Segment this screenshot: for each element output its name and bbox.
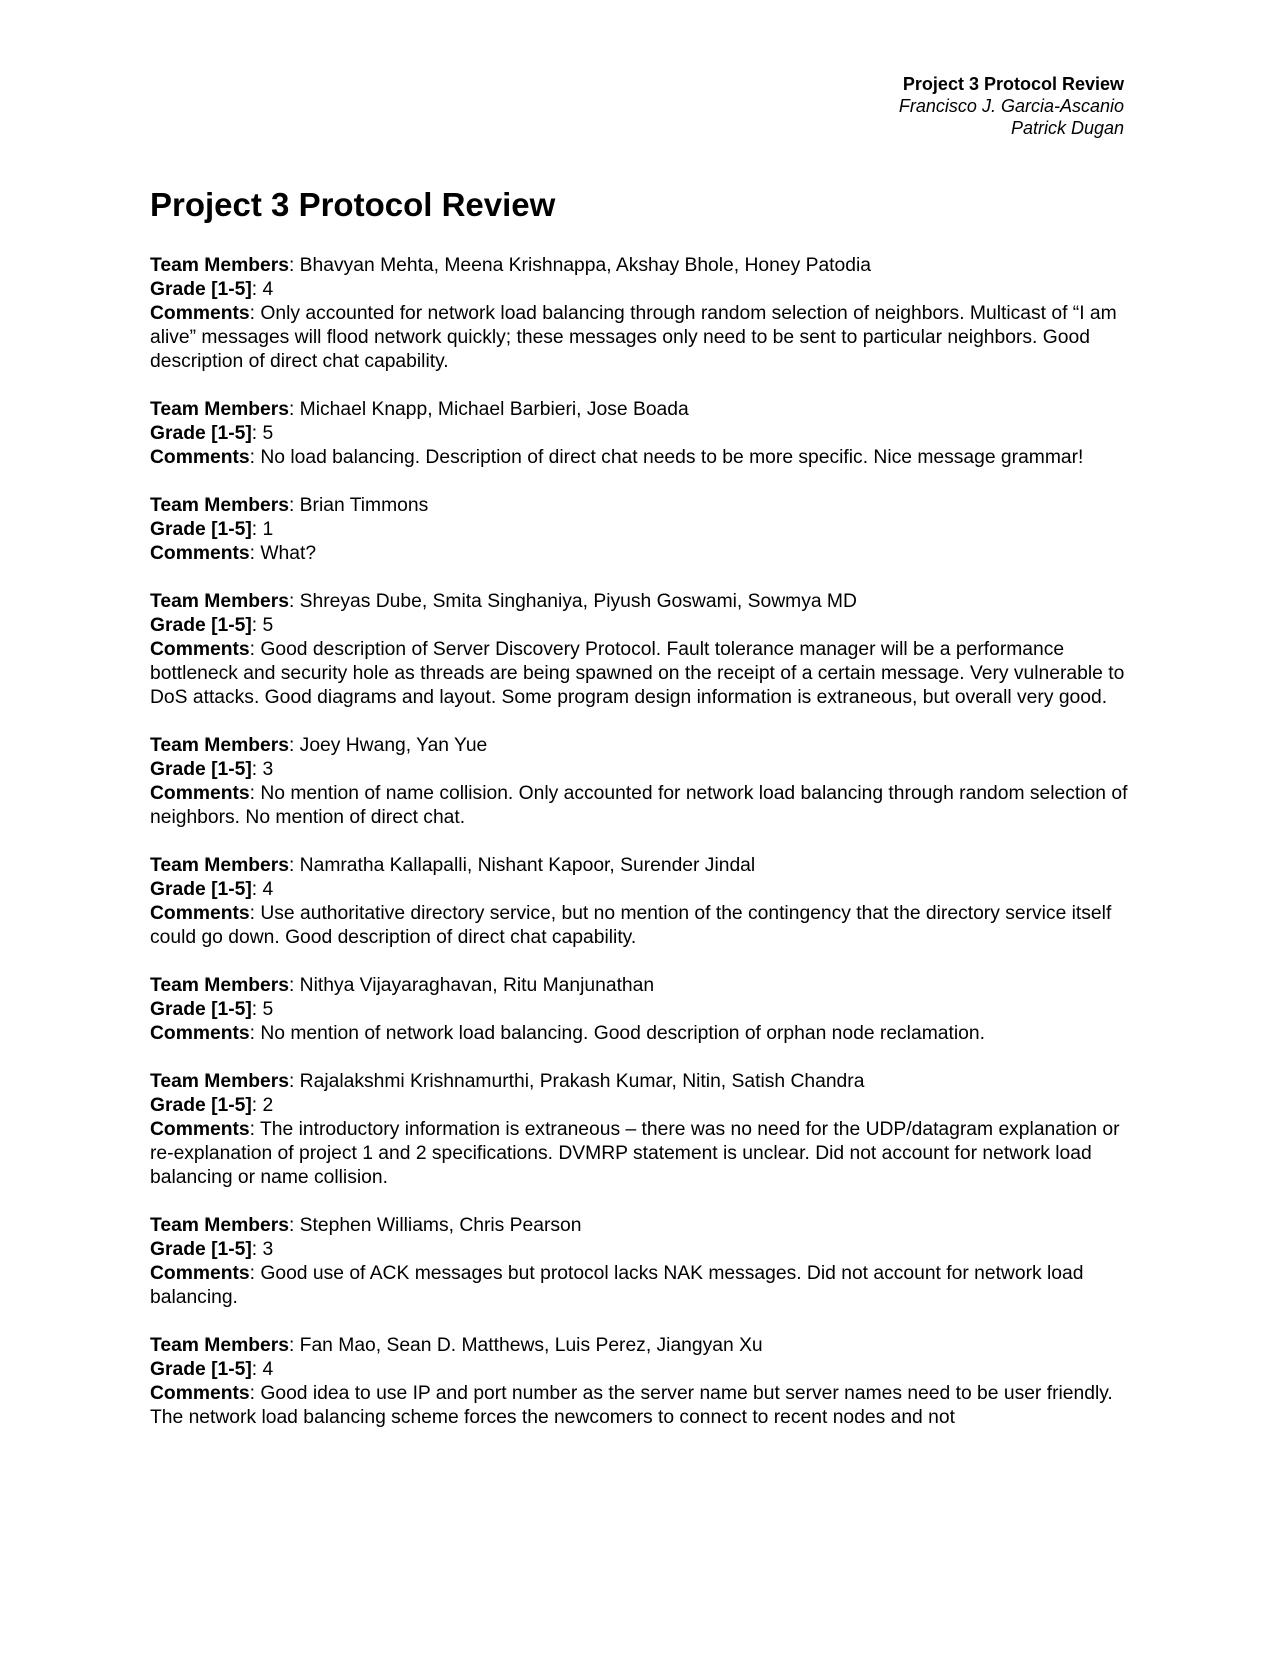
grade-line: Grade [1-5]: 5: [150, 423, 274, 444]
grade-value: 4: [262, 879, 274, 900]
review-entry: [150, 734, 1130, 830]
team-members-line: Team Members: Rajalakshmi Krishnamurthi, Prakash Kumar, Nitin, Satish Chandra: [150, 1071, 865, 1092]
comments-label: Comments: [150, 639, 250, 660]
team-members-label: Team Members: [150, 495, 289, 516]
comments-line: Comments: What?: [150, 543, 317, 564]
grade-line: Grade [1-5]: 1: [150, 519, 274, 540]
comments-label: Comments: [150, 1023, 250, 1044]
team-members-value: Namratha Kallapalli, Nishant Kapoor, Surender Jindal: [299, 855, 756, 876]
comments-value: What?: [260, 543, 317, 564]
team-members-line: Team Members: Stephen Williams, Chris Pearson: [150, 1215, 582, 1236]
team-members-label: Team Members: [150, 255, 289, 276]
team-members-label: Team Members: [150, 591, 289, 612]
comments-line: Comments: Use authoritative directory service, but no mention of the contingency that the directory service itself could go down. Good description of direct chat capability.: [150, 903, 1112, 948]
team-members-line: Team Members: Michael Knapp, Michael Barbieri, Jose Boada: [150, 399, 689, 420]
team-members-label: Team Members: [150, 1071, 289, 1092]
comments-value: No mention of name collision. Only accounted for network load balancing through random selection of neighbors. No mention of direct chat.: [150, 783, 1128, 828]
review-entry: [150, 1334, 1130, 1430]
review-entry: [150, 494, 1130, 566]
grade-value: 3: [262, 759, 274, 780]
team-members-line: Team Members: Fan Mao, Sean D. Matthews, Luis Perez, Jiangyan Xu: [150, 1335, 763, 1356]
grade-value: 5: [262, 423, 274, 444]
team-members-label: Team Members: [150, 735, 289, 756]
comments-label: Comments: [150, 783, 250, 804]
comments-line: Comments: Only accounted for network load balancing through random selection of neighbors. Multicast of “I am alive” messages will flood network quickly; these messages only need to be sent to particular neighbors. Good description of direct chat capability.: [150, 303, 1117, 372]
comments-line: Comments: Good description of Server Discovery Protocol. Fault tolerance manager will be a performance bottleneck and security hole as threads are being spawned on the receipt of a certain message. Very vulnerable to DoS attacks. Good diagrams and layout. Some program design information is extraneous, but overall very good.: [150, 639, 1125, 708]
team-members-value: Stephen Williams, Chris Pearson: [299, 1215, 582, 1236]
grade-value: 4: [262, 1359, 274, 1380]
review-entry: [150, 1214, 1130, 1310]
grade-line: Grade [1-5]: 5: [150, 615, 274, 636]
review-entry: [150, 590, 1130, 710]
grade-line: Grade [1-5]: 4: [150, 1359, 274, 1380]
comments-value: Only accounted for network load balancing through random selection of neighbors. Multicast of “I am alive” messages will flood network quickly; these messages only need to be sent to particular neighbors. Good description of direct chat capability.: [150, 303, 1117, 372]
comments-value: Good use of ACK messages but protocol lacks NAK messages. Did not account for network load balancing.: [150, 1263, 1084, 1308]
grade-line: Grade [1-5]: 5: [150, 999, 274, 1020]
team-members-label: Team Members: [150, 1335, 289, 1356]
team-members-line: Team Members: Nithya Vijayaraghavan, Ritu Manjunathan: [150, 975, 655, 996]
grade-label: Grade [1-5]: [150, 1095, 252, 1116]
team-members-line: Team Members: Shreyas Dube, Smita Singhaniya, Piyush Goswami, Sowmya MD: [150, 591, 857, 612]
grade-label: Grade [1-5]: [150, 1239, 252, 1260]
page-header: [150, 73, 1124, 139]
header-author-1: Francisco J. Garcia-Ascanio: [898, 96, 1124, 116]
comments-label: Comments: [150, 303, 250, 324]
grade-value: 3: [262, 1239, 274, 1260]
document-title: Project 3 Protocol Review: [150, 186, 556, 223]
comments-line: Comments: Good idea to use IP and port number as the server name but server names need to be user friendly. The network load balancing scheme forces the newcomers to connect to recent nodes and not: [150, 1383, 1113, 1428]
grade-line: Grade [1-5]: 3: [150, 1239, 274, 1260]
team-members-line: Team Members: Namratha Kallapalli, Nishant Kapoor, Surender Jindal: [150, 855, 756, 876]
comments-value: Good idea to use IP and port number as the server name but server names need to be user friendly. The network load balancing scheme forces the newcomers to connect to recent nodes and not: [150, 1383, 1113, 1428]
grade-label: Grade [1-5]: [150, 423, 252, 444]
comments-value: No load balancing. Description of direct chat needs to be more specific. Nice message grammar!: [260, 447, 1084, 468]
review-entry: [150, 254, 1130, 374]
comments-line: Comments: No mention of name collision. Only accounted for network load balancing through random selection of neighbors. No mention of direct chat.: [150, 783, 1128, 828]
comments-label: Comments: [150, 903, 250, 924]
grade-label: Grade [1-5]: [150, 615, 252, 636]
team-members-value: Fan Mao, Sean D. Matthews, Luis Perez, Jiangyan Xu: [299, 1335, 763, 1356]
grade-value: 1: [262, 519, 274, 540]
team-members-value: Shreyas Dube, Smita Singhaniya, Piyush Goswami, Sowmya MD: [299, 591, 857, 612]
comments-line: Comments: No load balancing. Description of direct chat needs to be more specific. Nice message grammar!: [150, 447, 1084, 468]
grade-value: 5: [262, 999, 274, 1020]
comments-value: Use authoritative directory service, but no mention of the contingency that the directory service itself could go down. Good description of direct chat capability.: [150, 903, 1112, 948]
review-list: [150, 254, 1130, 1454]
team-members-value: Rajalakshmi Krishnamurthi, Prakash Kumar, Nitin, Satish Chandra: [299, 1071, 865, 1092]
team-members-label: Team Members: [150, 855, 289, 876]
grade-line: Grade [1-5]: 4: [150, 279, 274, 300]
team-members-line: Team Members: Bhavyan Mehta, Meena Krishnappa, Akshay Bhole, Honey Patodia: [150, 255, 871, 276]
comments-label: Comments: [150, 543, 250, 564]
grade-line: Grade [1-5]: 3: [150, 759, 274, 780]
grade-label: Grade [1-5]: [150, 519, 252, 540]
comments-value: The introductory information is extraneous – there was no need for the UDP/datagram explanation or re-explanation of project 1 and 2 specifications. DVMRP statement is unclear. Did not account for network load balancing or name collision.: [150, 1119, 1120, 1188]
team-members-value: Nithya Vijayaraghavan, Ritu Manjunathan: [299, 975, 655, 996]
comments-label: Comments: [150, 1263, 250, 1284]
grade-line: Grade [1-5]: 4: [150, 879, 274, 900]
review-entry: [150, 398, 1130, 470]
grade-line: Grade [1-5]: 2: [150, 1095, 274, 1116]
team-members-label: Team Members: [150, 1215, 289, 1236]
team-members-value: Joey Hwang, Yan Yue: [299, 735, 488, 756]
team-members-line: Team Members: Brian Timmons: [150, 495, 429, 516]
review-entry: [150, 1070, 1130, 1190]
comments-line: Comments: Good use of ACK messages but protocol lacks NAK messages. Did not account for network load balancing.: [150, 1263, 1084, 1308]
grade-label: Grade [1-5]: [150, 759, 252, 780]
comments-label: Comments: [150, 1119, 250, 1140]
comments-line: Comments: The introductory information is extraneous – there was no need for the UDP/datagram explanation or re-explanation of project 1 and 2 specifications. DVMRP statement is unclear. Did not account for network load balancing or name collision.: [150, 1119, 1120, 1188]
grade-value: 5: [262, 615, 274, 636]
header-doc-label: Project 3 Protocol Review: [902, 74, 1124, 94]
header-author-2: Patrick Dugan: [1010, 118, 1124, 138]
review-entry: [150, 974, 1130, 1046]
review-entry: [150, 854, 1130, 950]
grade-label: Grade [1-5]: [150, 1359, 252, 1380]
team-members-value: Michael Knapp, Michael Barbieri, Jose Boada: [299, 399, 689, 420]
team-members-label: Team Members: [150, 975, 289, 996]
grade-label: Grade [1-5]: [150, 999, 252, 1020]
team-members-line: Team Members: Joey Hwang, Yan Yue: [150, 735, 488, 756]
grade-label: Grade [1-5]: [150, 879, 252, 900]
team-members-value: Brian Timmons: [299, 495, 429, 516]
comments-line: Comments: No mention of network load balancing. Good description of orphan node reclamation.: [150, 1023, 985, 1044]
grade-value: 4: [262, 279, 274, 300]
comments-value: Good description of Server Discovery Protocol. Fault tolerance manager will be a performance bottleneck and security hole as threads are being spawned on the receipt of a certain message. Very vulnerable to DoS attacks. Good diagrams and layout. Some program design information is extraneous, but overall very good.: [150, 639, 1125, 708]
comments-value: No mention of network load balancing. Good description of orphan node reclamation.: [260, 1023, 985, 1044]
grade-value: 2: [262, 1095, 274, 1116]
comments-label: Comments: [150, 447, 250, 468]
team-members-value: Bhavyan Mehta, Meena Krishnappa, Akshay Bhole, Honey Patodia: [299, 255, 871, 276]
team-members-label: Team Members: [150, 399, 289, 420]
comments-label: Comments: [150, 1383, 250, 1404]
grade-label: Grade [1-5]: [150, 279, 252, 300]
